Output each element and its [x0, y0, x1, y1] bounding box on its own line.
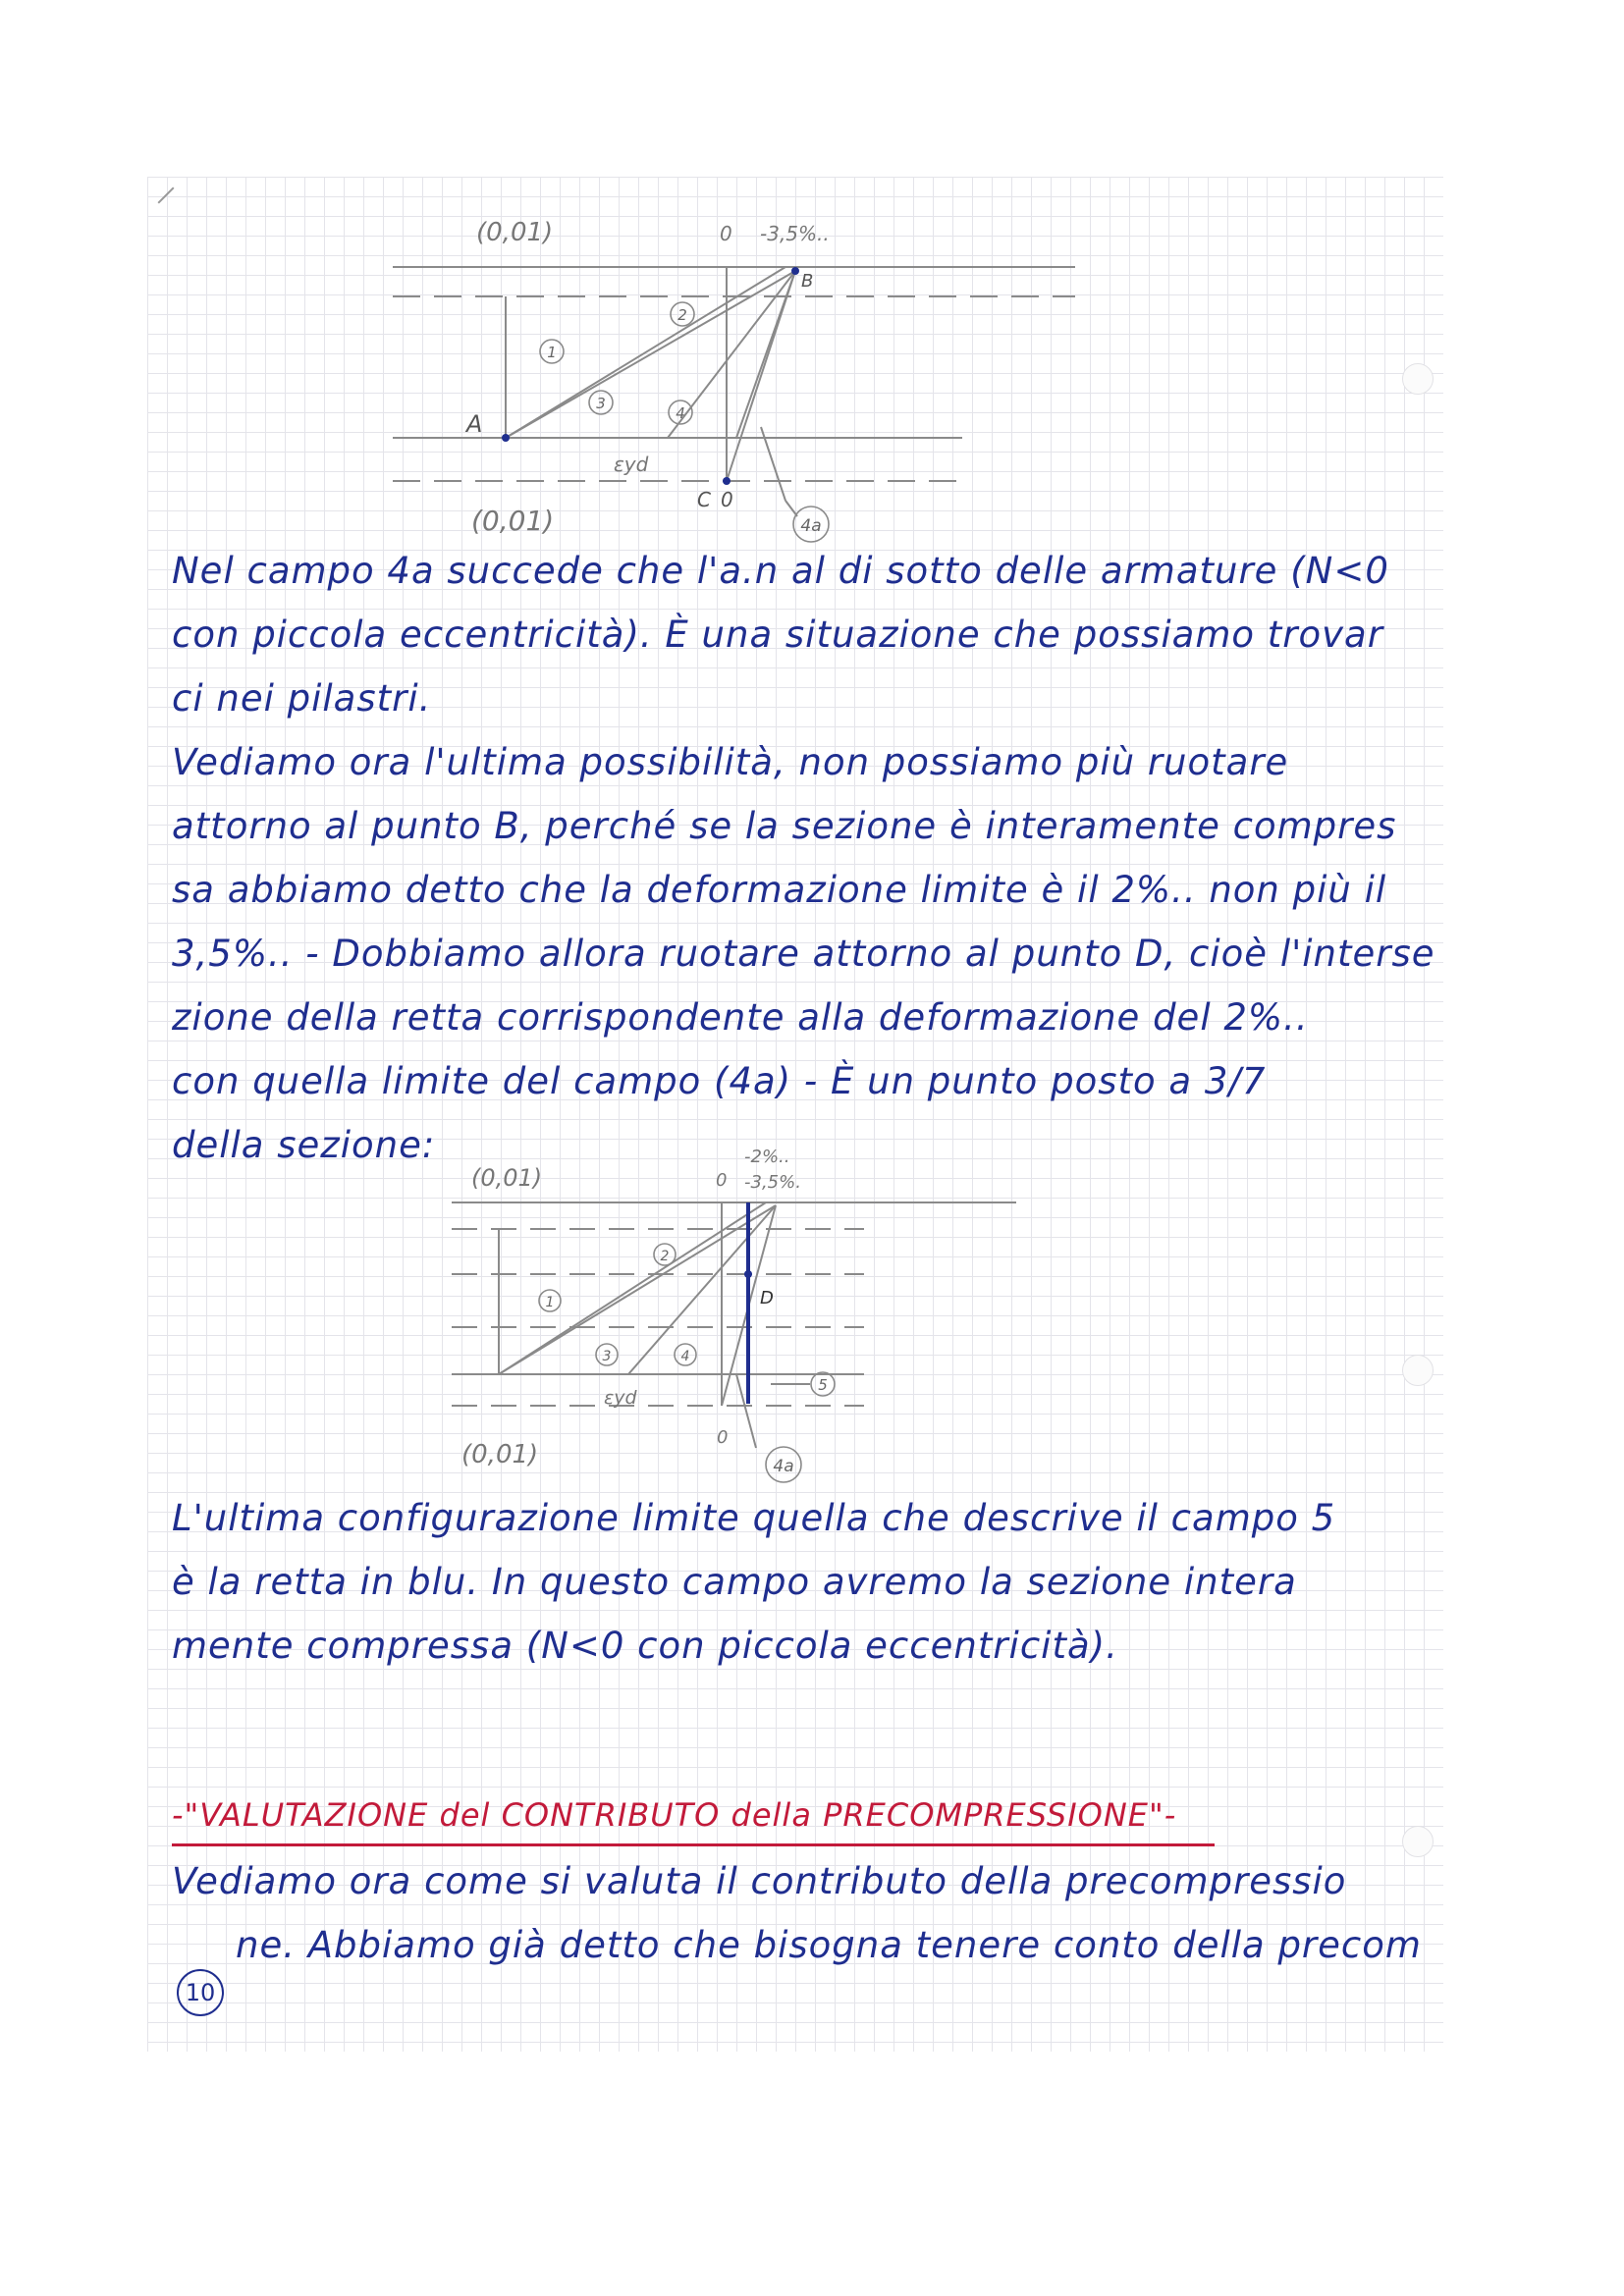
top-zero-label: 0	[716, 1170, 728, 1191]
point-d-label: D	[760, 1288, 774, 1308]
limit-line-4a	[727, 271, 795, 481]
region-1-label: 1	[545, 1295, 555, 1310]
top-left-coordinate: (0,01)	[471, 1164, 543, 1192]
page-number: 10	[177, 1969, 224, 2016]
region-3-label: 3	[596, 395, 606, 412]
region-1-label: 1	[547, 344, 557, 361]
text-line: ne. Abbiamo già detto che bisogna tenere conto della precom	[236, 1924, 1422, 1966]
text-line: ci nei pilastri.	[172, 677, 432, 720]
top-left-coordinate: (0,01)	[476, 218, 554, 247]
text-line: attorno al punto B, perché se la sezione è interamente compres	[172, 805, 1397, 847]
point-d-dot	[744, 1270, 752, 1278]
arrow-4a-head	[785, 501, 797, 516]
bottom-left-coordinate: (0,01)	[471, 505, 555, 537]
title-underline	[172, 1843, 1215, 1846]
binder-hole	[1402, 363, 1434, 395]
eyd-label: εyd	[604, 1387, 637, 1409]
region-3-label: 3	[602, 1349, 612, 1364]
text-line: zione della retta corrispondente alla deformazione del 2%..	[172, 996, 1309, 1039]
text-line: Vediamo ora l'ultima possibilità, non possiamo più ruotare	[172, 741, 1289, 783]
text-line: è la retta in blu. In questo campo avremo la sezione intera	[172, 1561, 1297, 1603]
strain-diagram-2	[432, 1109, 1041, 1492]
bottom-left-coordinate: (0,01)	[461, 1440, 539, 1469]
region-4a-label: 4a	[800, 516, 822, 536]
bottom-zero-label: 0	[721, 488, 733, 511]
text-line: con quella limite del campo (4a) - È un punto posto a 3/7	[172, 1060, 1267, 1102]
binder-hole	[1402, 1826, 1434, 1857]
binder-hole	[1402, 1355, 1434, 1386]
region-4a-label: 4a	[773, 1457, 794, 1476]
text-line: mente compressa (N<0 con piccola eccentricità).	[172, 1625, 1118, 1667]
text-line: L'ultima configurazione limite quella che descrive il campo 5	[172, 1497, 1336, 1539]
region-5-label: 5	[818, 1376, 828, 1394]
text-line: 3,5%.. - Dobbiamo allora ruotare attorno al punto D, cioè l'interse	[172, 933, 1435, 975]
region-2-label: 2	[677, 306, 687, 324]
point-b-dot	[791, 267, 799, 275]
point-b-label: B	[801, 271, 814, 292]
limit-line-3	[499, 1205, 776, 1374]
strain-35-label: -3,5%.	[744, 1172, 801, 1193]
point-a-dot	[502, 434, 510, 442]
text-line: con piccola eccentricità). È una situazione che possiamo trovar	[172, 614, 1383, 656]
region-2-label: 2	[660, 1249, 670, 1264]
point-c-dot	[723, 477, 731, 485]
top-strain-label: -3,5%..	[760, 222, 830, 245]
region-4-label: 4	[676, 404, 685, 422]
strain-2-label: -2%..	[744, 1147, 790, 1167]
text-line: Nel campo 4a succede che l'a.n al di sotto delle armature (N<0	[172, 550, 1389, 592]
top-zero-label: 0	[720, 222, 732, 245]
bottom-zero-label: 0	[717, 1427, 729, 1448]
section-title: -"VALUTAZIONE del CONTRIBUTO della PRECOMPRESSIONE"-	[172, 1796, 1177, 1834]
eyd-label: εyd	[614, 453, 649, 476]
text-line: Vediamo ora come si valuta il contributo della precompressio	[172, 1860, 1347, 1902]
point-c-label: C	[697, 488, 711, 511]
point-a-label: A	[466, 410, 483, 438]
region-4-label: 4	[680, 1349, 690, 1364]
text-line: sa abbiamo detto che la deformazione limite è il 2%.. non più il	[172, 869, 1387, 911]
strain-diagram-1	[373, 206, 1100, 560]
text-line: della sezione:	[172, 1124, 436, 1166]
